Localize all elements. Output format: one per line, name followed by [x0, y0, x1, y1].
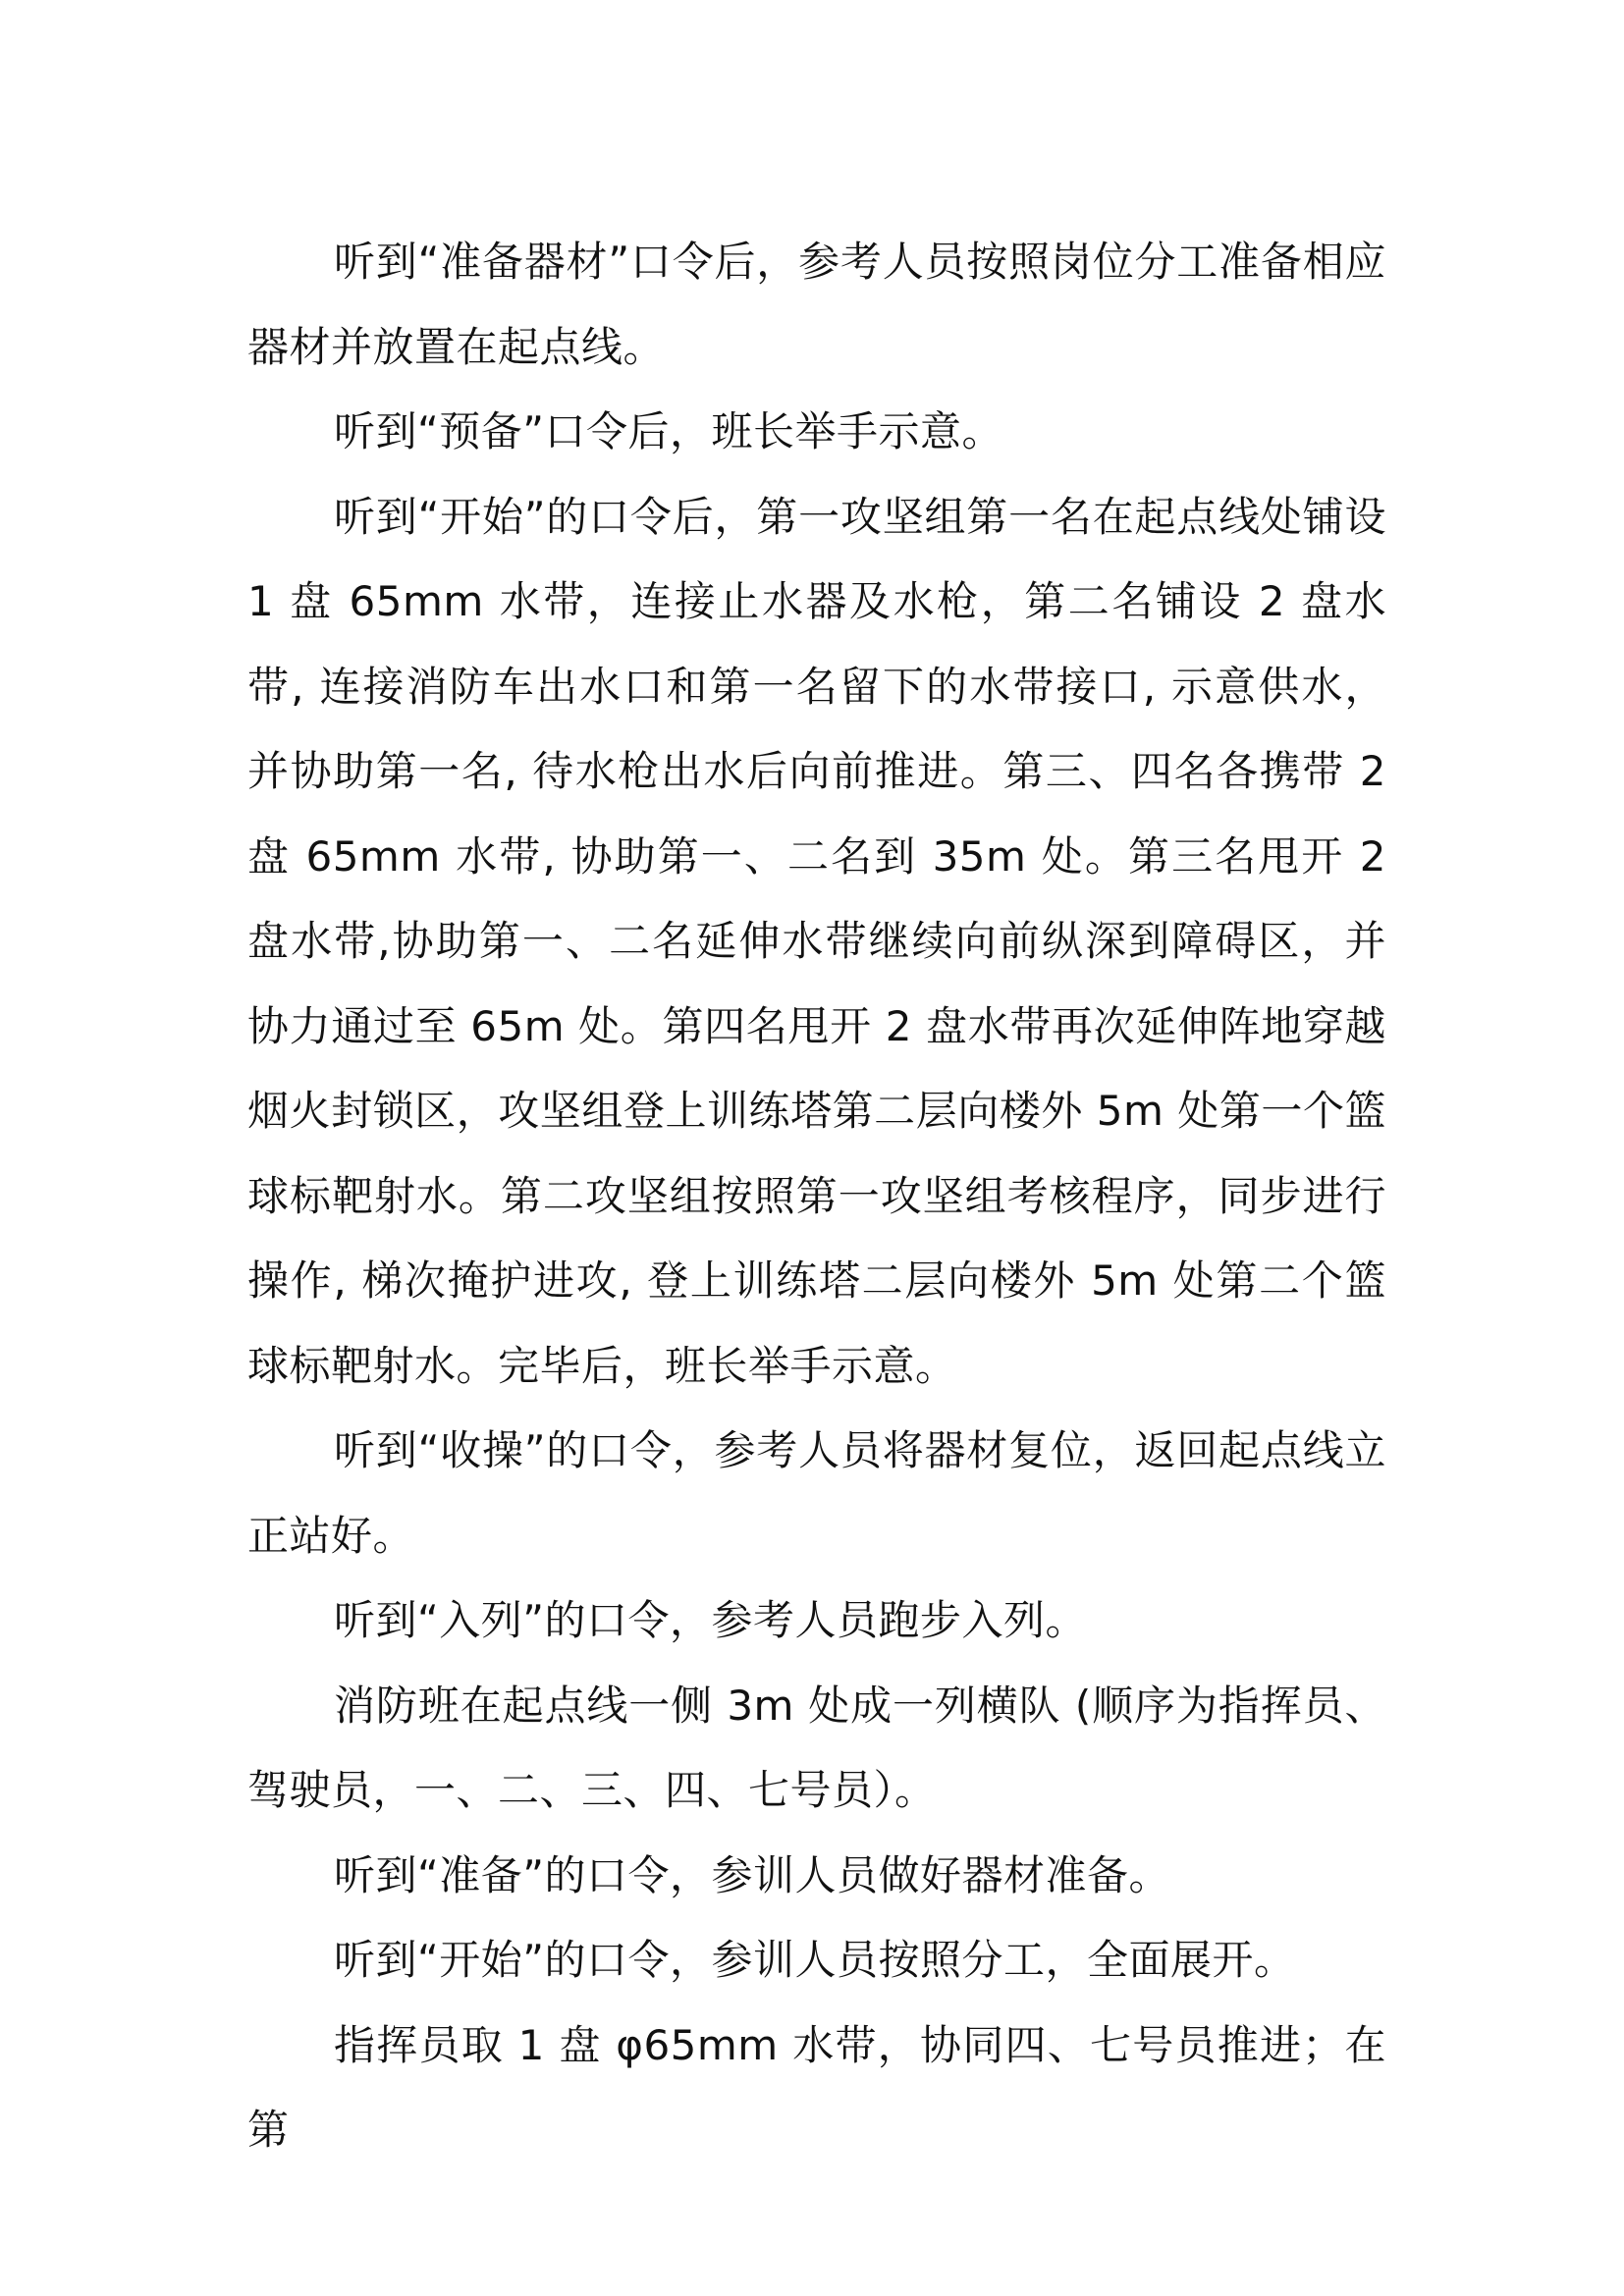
paragraph-finish-drill: 听到“收操”的口令，参考人员将器材复位，返回起点线立正站好。	[247, 1426, 1386, 1560]
paragraph-start-deploy: 听到“开始”的口令，参训人员按照分工，全面展开。	[334, 1936, 1296, 1984]
paragraph-fall-in: 听到“入列”的口令，参考人员跑步入列。	[334, 1596, 1088, 1644]
paragraph-commander: 指挥员取 1 盘 φ65mm 水带，协同四、七号员推进；在第	[247, 2020, 1386, 2154]
paragraph-formation: 消防班在起点线一侧 3m 处成一列横队 (顺序为指挥员、驾驶员，一、二、三、四、七号员）。	[247, 1681, 1386, 1814]
paragraph-prepare: 听到“准备”的口令，参训人员做好器材准备。	[334, 1850, 1171, 1899]
paragraph-ready: 听到“预备”口令后，班长举手示意。	[334, 407, 1004, 455]
paragraph-start-procedure: 听到“开始”的口令后，第一攻坚组第一名在起点线处铺设 1 盘 65mm 水带，连接止水器及水枪，第二名铺设 2 盘水带, 连接消防车出水口和第一名留下的水带接口, 示意供水，并协助第一名, 待水枪出水后向前推进。第三、四名各携带 2 盘 65mm 水带, 协助第一、二名到 35m 处。第三名甩开 2 盘水带,协助第一、二名延伸水带继续向前纵深到障碍区，并协力通过至 65m 处。第四名甩开 2 盘水带再次延伸阵地穿越烟火封锁区，攻坚组登上训练塔第二层向楼外 5m 处第一个篮球标靶射水。第二攻坚组按照第一攻坚组考核程序，同步进行操作, 梯次掩护进攻, 登上训练塔二层向楼外 5m 处第二个篮球标靶射水。完毕后，班长举手示意。	[247, 492, 1386, 1390]
paragraph-prepare-equipment: 听到“准备器材”口令后，参考人员按照岗位分工准备相应器材并放置在起点线。	[247, 238, 1386, 371]
document-body	[247, 220, 1386, 2173]
